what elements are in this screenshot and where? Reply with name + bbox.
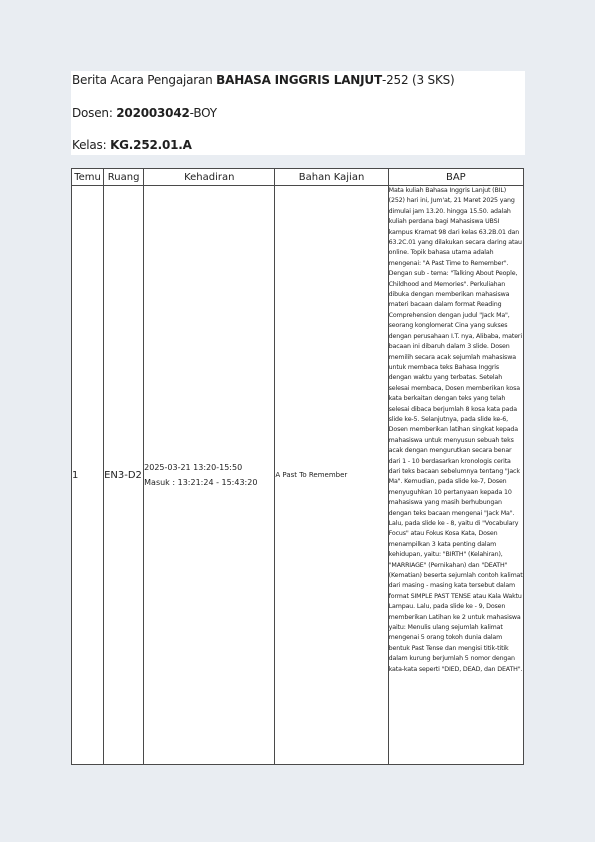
table-header-row xyxy=(72,169,524,186)
dosen-id: 202003042 xyxy=(116,106,190,120)
col-header-bap: BAP xyxy=(388,169,523,186)
col-header-kehadiran: Kehadiran xyxy=(144,169,275,186)
cell-ruang: EN3-D2 xyxy=(104,186,144,765)
cell-temu: 1 xyxy=(72,186,104,765)
course-suffix: -252 (3 SKS) xyxy=(381,73,455,87)
lecturer-line xyxy=(72,106,217,120)
kehadiran-jadwal: 2025-03-21 13:20-15:50 xyxy=(144,463,243,472)
title-prefix: Berita Acara Pengajaran xyxy=(72,73,217,87)
col-header-temu: Temu xyxy=(72,169,104,186)
dosen-label: Dosen: xyxy=(72,106,117,120)
report-title xyxy=(72,73,455,87)
cell-bap: Mata kuliah Bahasa Inggris Lanjut (BIL) (252) hari ini, Jum'at, 21 Maret 2025 yang dimulai jam 13.20. hingga 15.50. adalah kuliah perdana bagi Mahasiswa UBSI kampus Kramat 98 dari kelas 63.2B.01 dan 63.2C.01 yang dilakukan secara daring atau online. Topik bahasa utama adalah mengenai: "A Past Time to Remember". Dengan sub - tema: "Talking About People, Childhood and Memories". Perkuliahan dibuka dengan memberikan mahasiswa materi bacaan dalam format Reading Comprehension dengan judul "Jack Ma", seorang konglomerat Cina yang sukses dengan perusahaan I.T. nya, Alibaba, materi bacaan ini dibaruh dalam 3 slide. Dosen memilih secara acak sejumlah mahasiswa untuk membaca teks Bahasa Inggris dengan waktu yang terbatas. Setelah selesai membaca, Dosen memberikan kosa kata berkaitan dengan teks yang telah selesai dibaca berjumlah 8 kosa kata pada slide ke-5. Selanjutnya, pada slide ke-6, Dosen memberikan latihan singkat kepada mahasiswa untuk menyusun sebuah teks acak dengan mengurutkan secara benar dari 1 - 10 berdasarkan kronologis cerita dari teks bacaan sebelumnya tentang "Jack Ma". Kemudian, pada slide ke-7, Dosen menyuguhkan 10 pertanyaan kepada 10 mahasiswa yang masih berhubungan dengan teks bacaan mengenai "Jack Ma". Lalu, pada slide ke - 8, yaitu di "Vocabulary Focus" atau Fokus Kosa Kata, Dosen menampilkan 3 kata penting dalam kehidupan, yaitu: "BIRTH" (Kelahiran), "MARRIAGE" (Pernikahan) dan "DEATH" (Kematian) beserta sejumlah contoh kalimat dari masing - masing kata tersebut dalam format SIMPLE PAST TENSE atau Kala Waktu Lampau. Lalu, pada slide ke - 9, Dosen memberikan Latihan ke 2 untuk mahasiswa yaitu: Menulis ulang sejumlah kalimat mengenai 5 orang tokoh dunia dalam bentuk Past Tense dan mengisi titik-titik dalam kurung berjumlah 5 nomor dengan kata-kata seperti "DIED, DEAD, dan DEATH". xyxy=(388,186,523,765)
table-row xyxy=(72,186,524,765)
kehadiran-masuk: Masuk : 13:21:24 - 15:43:20 xyxy=(144,478,258,487)
bap-table xyxy=(71,168,524,765)
cell-bahan-kajian: A Past To Remember xyxy=(275,186,388,765)
dosen-suffix: -BOY xyxy=(189,106,217,120)
class-line xyxy=(72,138,192,152)
kelas-value: KG.252.01.A xyxy=(110,138,192,152)
col-header-bahan-kajian: Bahan Kajian xyxy=(275,169,388,186)
kelas-label: Kelas: xyxy=(72,138,111,152)
col-header-ruang: Ruang xyxy=(104,169,144,186)
cell-kehadiran xyxy=(144,186,275,765)
course-name: BAHASA INGGRIS LANJUT xyxy=(216,73,382,87)
